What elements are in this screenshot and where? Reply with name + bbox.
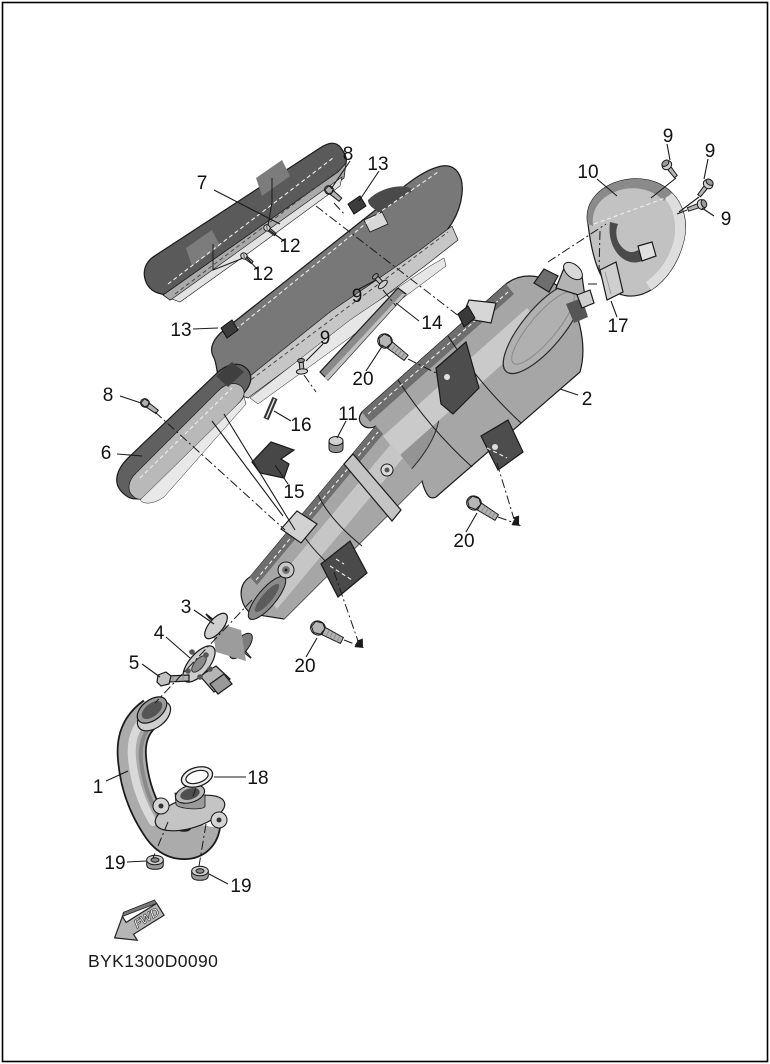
- callout-13-top: 13: [367, 154, 389, 175]
- pin-rod: [266, 398, 275, 419]
- callout-11: 11: [338, 404, 358, 425]
- callout-8-top: 8: [342, 144, 354, 165]
- callout-3: 3: [180, 597, 192, 618]
- cap-screw-9-c: [686, 198, 708, 214]
- nut-19-right: [192, 866, 209, 880]
- callout-17: 17: [607, 316, 629, 337]
- cap-screw-9-b: [695, 177, 715, 199]
- callout-10: 10: [577, 162, 599, 183]
- nut-11: [329, 437, 343, 453]
- heat-shield-lower: [117, 362, 251, 503]
- callout-5: 5: [128, 653, 140, 674]
- callout-19-right: 19: [230, 876, 252, 897]
- nut-19-left: [147, 855, 164, 869]
- callout-1: 1: [92, 777, 104, 798]
- clip-13-top: [348, 196, 366, 214]
- fwd-arrow: [106, 895, 168, 950]
- damper-wedge: [252, 442, 294, 478]
- callout-2: 2: [581, 389, 593, 410]
- callout-6: 6: [100, 443, 112, 464]
- callout-20-low: 20: [294, 656, 316, 677]
- callout-9-top-mid: 9: [351, 286, 363, 307]
- callout-9-mid: 9: [319, 328, 331, 349]
- callout-7: 7: [196, 173, 208, 194]
- callout-9-cap-c: 9: [720, 209, 732, 230]
- cap-screw-9-a: [660, 158, 680, 180]
- callout-12-a: 12: [279, 236, 301, 257]
- diagram-code: BYK1300D0090: [88, 951, 219, 971]
- callout-13-left: 13: [170, 320, 192, 341]
- callout-4: 4: [153, 623, 165, 644]
- fwd-arrow-label: FWD: [131, 904, 162, 932]
- bolt-8-left: [139, 397, 160, 415]
- callout-19-left: 19: [104, 853, 126, 874]
- hex-bolt-20-low: [308, 618, 345, 646]
- callout-18: 18: [247, 768, 269, 789]
- callout-12-b: 12: [252, 264, 274, 285]
- callout-9-cap-a: 9: [662, 126, 674, 147]
- callout-16: 16: [290, 415, 312, 436]
- hex-bolt-20-top: [375, 331, 411, 363]
- callout-9-cap-b: 9: [704, 141, 716, 162]
- callout-20-top: 20: [352, 369, 374, 390]
- callout-15: 15: [283, 482, 305, 503]
- hex-bolt-20-mid: [464, 493, 501, 523]
- callout-14: 14: [421, 313, 443, 334]
- callout-20-mid: 20: [453, 531, 475, 552]
- callout-8-left: 8: [102, 385, 114, 406]
